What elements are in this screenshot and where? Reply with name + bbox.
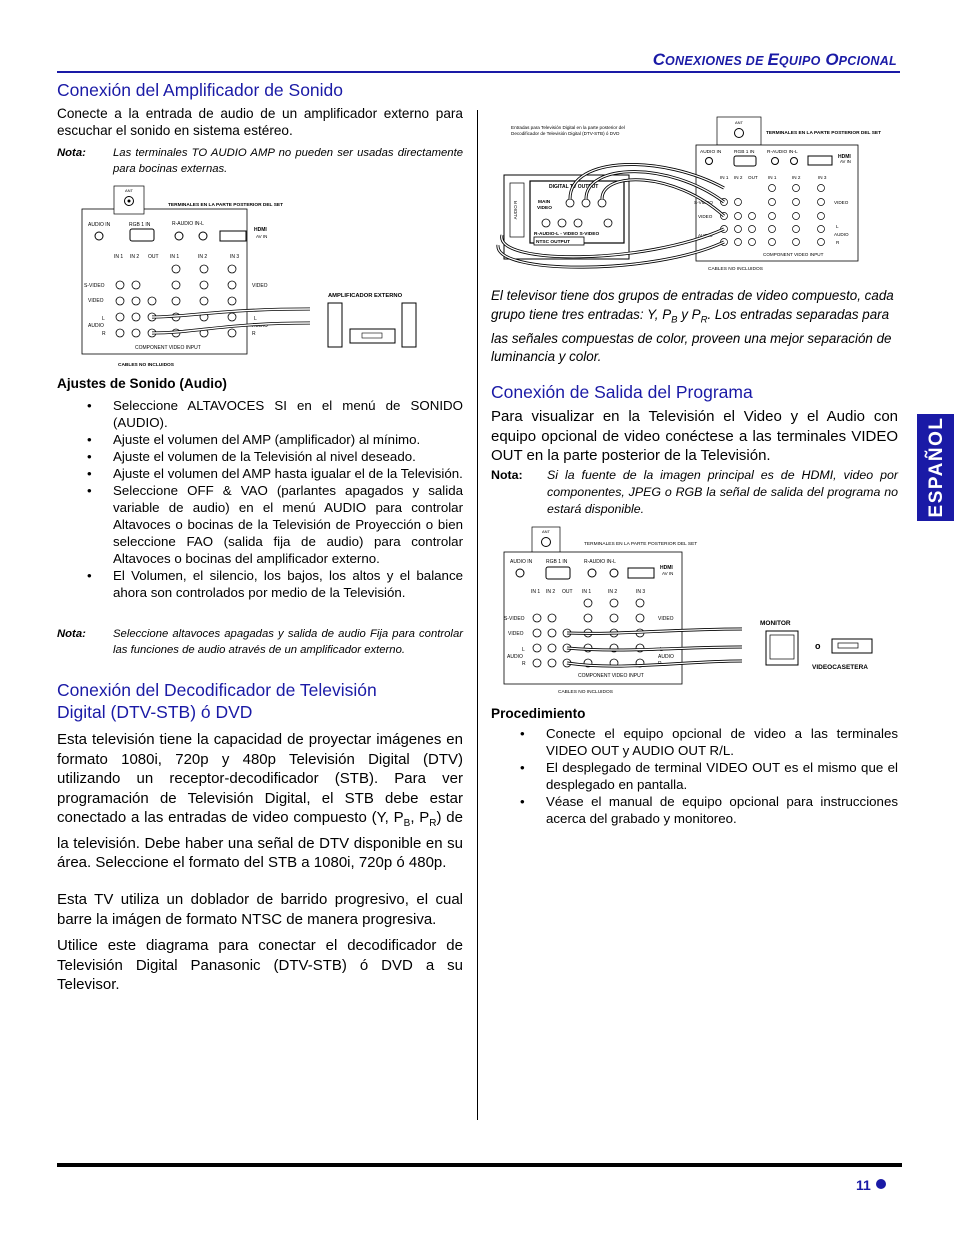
svg-text:S-VIDEO: S-VIDEO [694, 200, 713, 205]
svg-text:AV IN: AV IN [256, 234, 268, 239]
svg-text:AUDIO: AUDIO [834, 232, 849, 237]
sound-settings-title: Ajustes de Sonido (Audio) [57, 376, 227, 391]
svg-text:MAIN: MAIN [538, 200, 551, 205]
output-title: Conexión de Salida del Programa [491, 382, 753, 402]
list-item: • Seleccione OFF & VAO (parlantes apagados y salida variable de audio) en el menú AUDIO para controlar Altavoces o bocinas de la Televisión de Proyección o bien seleccione FAO (salida fija de audio) para controlar Altavoces o bocinas del amplificador externo. [87, 483, 463, 566]
speaker-right [402, 303, 416, 347]
list-item: • Conecte el equipo opcional de video a las terminales VIDEO OUT y AUDIO OUT R/L. [520, 726, 898, 758]
list-item: • Ajuste el volumen del AMP hasta igualar el de la Televisión. [87, 466, 463, 481]
svg-text:CABLES NO INCLUIDOS: CABLES NO INCLUIDOS [558, 690, 613, 695]
svg-text:IN 2: IN 2 [792, 175, 801, 180]
svg-text:AUDIO: AUDIO [252, 323, 268, 329]
list-item: • Ajuste el volumen del AMP (amplificador) al mínimo. [87, 432, 421, 447]
output-connection-diagram [502, 525, 898, 697]
svg-text:IN 1: IN 1 [720, 175, 729, 180]
bullet-icon [876, 1179, 886, 1189]
svg-text:S-VIDEO: S-VIDEO [504, 616, 525, 622]
amp-title: Conexión del Amplificador de Sonido [57, 80, 344, 100]
rgb-connector [130, 229, 154, 241]
svg-text:R: R [102, 331, 106, 337]
svg-text:R-AUDIO-L - VIDEO S-VIDEO: R-AUDIO-L - VIDEO S-VIDEO [534, 232, 600, 237]
hdmi-port [628, 568, 654, 578]
svg-text:COMPONENT VIDEO INPUT: COMPONENT VIDEO INPUT [578, 673, 644, 679]
svg-text:VIDEO: VIDEO [698, 214, 713, 219]
svg-text:VIDEO: VIDEO [88, 298, 104, 304]
svg-text:Entradas para Televisión Digit: Entradas para Televisión Digital en la parte posterior del [511, 125, 625, 130]
svg-text:o: o [815, 641, 821, 651]
list-item: • Seleccione ALTAVOCES SI en el menú de SONIDO (AUDIO). [87, 398, 463, 430]
procedure-list [520, 725, 898, 827]
header-rule [57, 71, 900, 73]
svg-text:OUT: OUT [562, 589, 573, 595]
svg-text:RGB 1 IN: RGB 1 IN [734, 150, 755, 155]
svg-text:IN 1: IN 1 [170, 254, 180, 260]
sound-note: Nota: Seleccione altavoces apagadas y salida de audio Fija para controlar las funciones de audio através de un amplificador externo. [57, 628, 463, 656]
svg-text:HDMI: HDMI [660, 565, 673, 571]
svg-text:IN 2: IN 2 [546, 589, 556, 595]
svg-text:R-AUDIO IN-L: R-AUDIO IN-L [767, 150, 798, 155]
svg-text:OUT: OUT [748, 175, 758, 180]
svg-text:TERMINALES EN LA PARTE POSTERI: TERMINALES EN LA PARTE POSTERIOR DEL SET [766, 131, 882, 136]
svg-text:NTSC OUTPUT: NTSC OUTPUT [536, 240, 571, 245]
svg-text:VIDEO: VIDEO [508, 631, 524, 637]
svg-text:AUDIO: AUDIO [698, 233, 713, 238]
svg-text:COMPONENT VIDEO INPUT: COMPONENT VIDEO INPUT [135, 345, 201, 351]
svg-text:CABLES NO INCLUIDOS: CABLES NO INCLUIDOS [118, 363, 174, 368]
svg-text:AUDIO IN: AUDIO IN [88, 222, 111, 228]
svg-text:IN 3: IN 3 [636, 589, 646, 595]
page-number: 11 [856, 1177, 871, 1193]
svg-text:AV IN: AV IN [840, 159, 851, 164]
svg-text:COMPONENT VIDEO INPUT: COMPONENT VIDEO INPUT [763, 252, 824, 257]
svg-text:TERMINALES EN LA PARTE POSTERI: TERMINALES EN LA PARTE POSTERIOR DEL SET [168, 203, 284, 208]
list-item: • Véase el manual de equipo opcional para instrucciones acerca del grabado y monitoreo. [520, 794, 898, 826]
svg-text:IN 1: IN 1 [768, 175, 777, 180]
rgb-connector [734, 156, 756, 166]
svg-text:IN 1: IN 1 [114, 254, 124, 260]
output-intro: Para visualizar en la Televisión el Video y el Audio con equipo opcional de video conéctese a las terminales VIDEO OUT en la parte posterior de la Televisión. [491, 408, 898, 464]
amp-intro: Conecte a la entrada de audio de un amplificador externo para escuchar el sonido en sistema estéreo. [57, 106, 463, 138]
hdmi-port [220, 231, 246, 241]
dtv-paragraph-2: Esta TV utiliza un doblador de barrido progresivo, el cual barre la imágen de formato NTSC de manera progresiva. [57, 891, 463, 928]
svg-text:HDMI: HDMI [254, 227, 267, 233]
svg-text:ANT: ANT [542, 529, 550, 534]
column-separator [477, 110, 478, 1120]
svg-text:RGB 1 IN: RGB 1 IN [546, 559, 568, 565]
svg-text:L: L [660, 647, 663, 653]
svg-text:MONITOR: MONITOR [760, 620, 791, 627]
svg-text:VIDEOCASETERA: VIDEOCASETERA [812, 664, 868, 671]
output-note: Nota: Si la fuente de la imagen principal es de HDMI, video por componentes, JPEG o RGB la señal de salida del programa no estará disponible. [491, 468, 898, 516]
svg-text:RGB 1 IN: RGB 1 IN [129, 222, 151, 228]
svg-text:L: L [102, 316, 105, 322]
svg-text:L: L [836, 224, 839, 229]
svg-text:IN 1: IN 1 [531, 589, 541, 595]
svg-text:OUT: OUT [148, 254, 159, 260]
list-item: • El Volumen, el silencio, los bajos, los altos y el balance ahora son controlados por medio de la Televisión. [87, 568, 463, 600]
svg-text:IN 2: IN 2 [130, 254, 140, 260]
procedure-title: Procedimiento [491, 706, 586, 721]
svg-text:AUDIO: AUDIO [507, 654, 523, 660]
svg-text:IN 1: IN 1 [582, 589, 592, 595]
svg-text:IN 2: IN 2 [608, 589, 618, 595]
svg-text:AUDIO IN: AUDIO IN [510, 559, 533, 565]
svg-text:R: R [252, 331, 256, 337]
svg-text:VIDEO: VIDEO [658, 616, 674, 622]
dtv-paragraph-1: Esta televisión tiene la capacidad de proyectar imágenes en formato 1080i, 720p y 480p Televisión Digital (DTV) utilizando un receptor-decodificador (STB). Para ver programación de Televisión Digital, el STB debe estar conectado a las entradas de video compuesto (Y, $P_B$, $P_R$) de la televisión. Debe haber una señal de DTV disponible en su área. Seleccione el formato del STB a 1080i, 720p ó 480p. [57, 731, 463, 871]
svg-text:VIDEO: VIDEO [252, 283, 268, 289]
svg-text:CABLES NO INCLUIDOS: CABLES NO INCLUIDOS [708, 267, 763, 272]
svg-text:AUDIO R: AUDIO R [513, 200, 518, 220]
hdmi-port [808, 156, 832, 165]
rgb-connector [546, 567, 570, 579]
svg-text:DIGITAL TV OUTPUT: DIGITAL TV OUTPUT [549, 184, 599, 190]
speaker-left [328, 303, 342, 347]
section-header: CONEXIONES DE EQUIPO OPCIONAL [652, 50, 897, 69]
svg-text:AV IN: AV IN [662, 571, 674, 576]
svg-text:HDMI: HDMI [838, 154, 851, 160]
svg-text:L: L [522, 647, 525, 653]
sound-settings-list [87, 397, 463, 601]
svg-text:TERMINALES EN LA PARTE POSTERI: TERMINALES EN LA PARTE POSTERIOR DEL SET [584, 542, 698, 547]
svg-text:VIDEO: VIDEO [537, 206, 552, 211]
svg-text:S-VIDEO: S-VIDEO [84, 283, 105, 289]
svg-text:R-AUDIO IN-L: R-AUDIO IN-L [584, 559, 616, 565]
svg-text:Decodificador de Televisión Di: Decodificador de Televisión Digital (DTV-STB) ó DVD [511, 131, 620, 136]
composite-note: El televisor tiene dos grupos de entradas de video compuesto, cada grupo tiene tres entradas: Y, $P_B$ y $P_R$. Los entradas separadas para las señales compuestas de color, proveen una mejor separación de luminancia y color. [491, 288, 894, 365]
svg-text:L: L [254, 316, 257, 322]
svg-text:AUDIO: AUDIO [658, 654, 674, 660]
svg-text:R: R [522, 661, 526, 667]
external-amplifier [350, 329, 395, 343]
dtv-connection-diagram [494, 115, 898, 280]
amp-connection-diagram [80, 183, 440, 373]
svg-text:R: R [836, 240, 840, 245]
list-item: • El desplegado de terminal VIDEO OUT es el mismo que el desplegado en pantalla. [520, 760, 898, 792]
svg-text:IN 2: IN 2 [198, 254, 208, 260]
svg-text:AUDIO IN: AUDIO IN [700, 150, 722, 155]
dtv-title: Conexión del Decodificador de Televisión Digital (DTV-STB) ó DVD [57, 680, 377, 722]
svg-text:ANT: ANT [735, 120, 743, 125]
svg-text:AUDIO: AUDIO [88, 323, 104, 329]
footer-rule [57, 1163, 902, 1167]
language-tab: ESPAÑOL [917, 414, 954, 521]
svg-text:AMPLIFICADOR EXTERNO: AMPLIFICADOR EXTERNO [328, 293, 403, 299]
svg-text:IN 2: IN 2 [734, 175, 743, 180]
svg-text:R-AUDIO IN-L: R-AUDIO IN-L [172, 221, 204, 227]
dtv-paragraph-3: Utilice este diagrama para conectar el decodificador de Televisión Digital Panasonic (DTV-STB) ó DVD a su Televisor. [57, 937, 463, 993]
svg-text:ANT: ANT [125, 188, 133, 193]
svg-text:IN 3: IN 3 [818, 175, 827, 180]
svg-text:R: R [658, 661, 662, 667]
svg-text:IN 3: IN 3 [230, 254, 240, 260]
list-item: • Ajuste el volumen de la Televisión al nivel deseado. [87, 449, 416, 464]
svg-text:VIDEO: VIDEO [834, 200, 849, 205]
amp-note: Nota: Las terminales TO AUDIO AMP no pueden ser usadas directamente para bocinas externas. [57, 147, 463, 175]
